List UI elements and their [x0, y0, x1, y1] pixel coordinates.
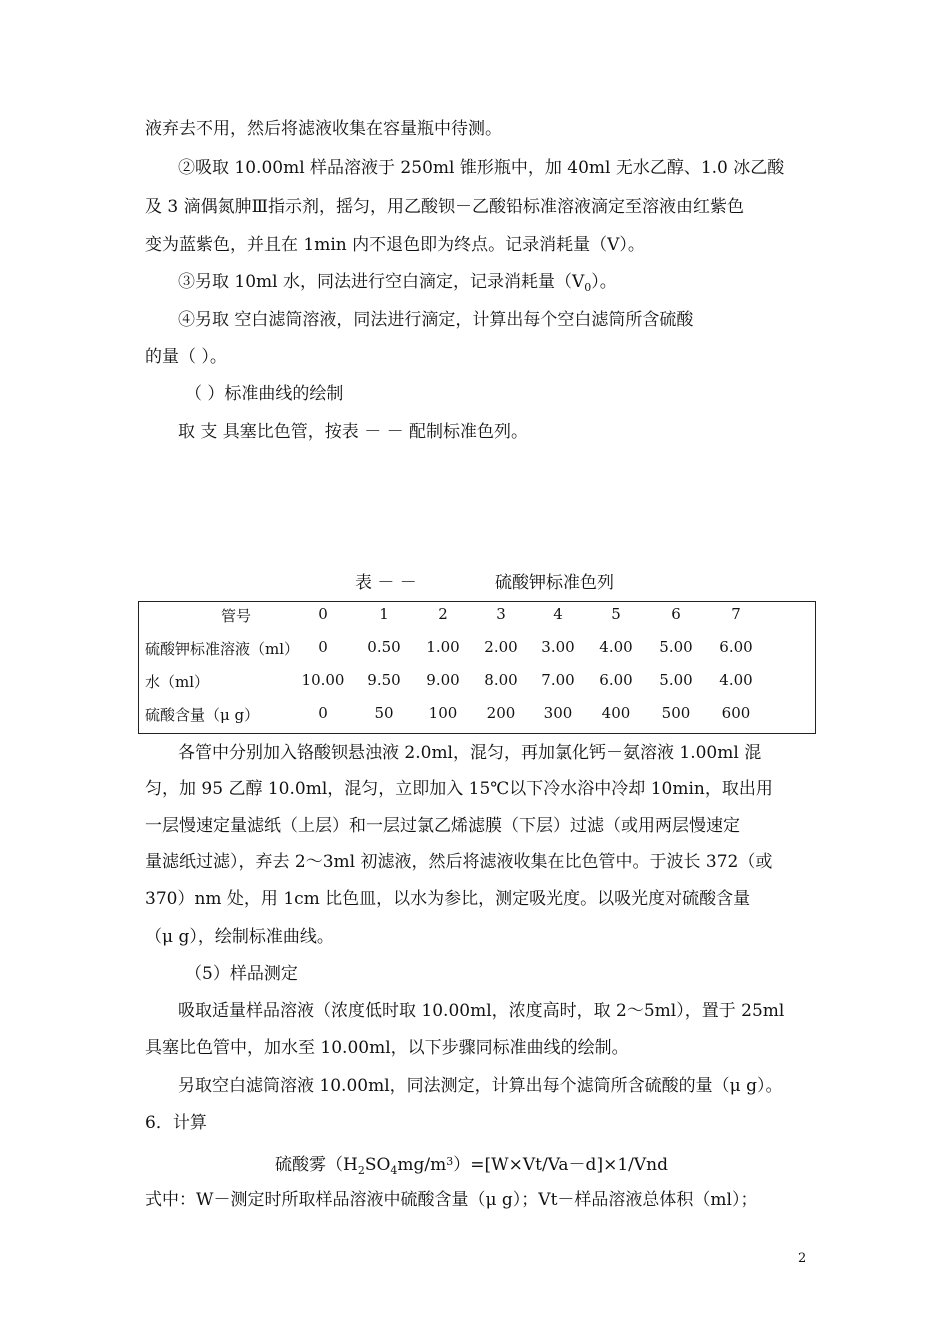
table-cell: 5.00: [659, 638, 693, 656]
table-header-cell: 7: [731, 605, 741, 623]
table-cell: 8.00: [484, 671, 518, 689]
table-cell: 600: [721, 704, 751, 722]
table-cell: 5.00: [659, 671, 693, 689]
paragraph-line: 匀，加 95 乙醇 10.0ml，混匀，立即加入 15℃以下冷水浴中冷却 10min，取出用: [145, 779, 773, 799]
paragraph-line: 的量（ ）。: [145, 347, 227, 367]
paragraph-line: 变为蓝紫色，并且在 1min 内不退色即为终点。记录消耗量（V）。: [145, 235, 645, 255]
table-cell: 0: [318, 704, 328, 722]
table-header-cell: 3: [496, 605, 506, 623]
paragraph-line: 及 3 滴偶氮胂Ⅲ指示剂，摇匀，用乙酸钡－乙酸铅标准溶液滴定至溶液由红紫色: [145, 197, 745, 217]
paragraph-line: ④另取 空白滤筒溶液，同法进行滴定，计算出每个空白滤筒所含硫酸: [178, 310, 694, 330]
table-cell: 500: [661, 704, 691, 722]
paragraph-line: 370）nm 处，用 1cm 比色皿，以水为参比，测定吸光度。以吸光度对硫酸含量: [145, 889, 751, 909]
paragraph-line: [178, 270, 617, 294]
standard-series-table: [138, 601, 816, 734]
paragraph-line: 一层慢速定量滤纸（上层）和一层过氯乙烯滤膜（下层）过滤（或用两层慢速定: [145, 816, 740, 836]
paragraph-line: 各管中分别加入铬酸钡悬浊液 2.0ml，混匀，再加氯化钙－氨溶液 1.00ml 混: [178, 743, 762, 763]
paragraph-line: 具塞比色管中，加水至 10.00ml，以下步骤同标准曲线的绘制。: [145, 1038, 629, 1058]
formula-text: SO: [364, 1155, 391, 1175]
paragraph-line: （μ g），绘制标准曲线。: [145, 927, 334, 947]
text-span: ）。: [591, 272, 617, 292]
table-cell: 3.00: [541, 638, 575, 656]
table-cell: 9.00: [426, 671, 460, 689]
table-cell: 300: [543, 704, 573, 722]
table-cell: 1.00: [426, 638, 460, 656]
table-row-label: 硫酸钾标准溶液（ml）: [145, 640, 300, 658]
paragraph-line: 另取空白滤筒溶液 10.00ml，同法测定，计算出每个滤筒所含硫酸的量（μ g）。: [178, 1076, 783, 1096]
paragraph-line: ②吸取 10.00ml 样品溶液于 250ml 锥形瓶中，加 40ml 无水乙醇、1.0 冰乙酸: [178, 158, 785, 178]
table-cell: 400: [601, 704, 631, 722]
table-header-cell: 4: [553, 605, 563, 623]
table-header-cell: 5: [611, 605, 621, 623]
table-cell: 0.50: [367, 638, 401, 656]
table-cell: 50: [374, 704, 394, 722]
subscript: 2: [357, 1164, 365, 1177]
paragraph-line: 式中：W－测定时所取样品溶液中硫酸含量（μ g）；Vt－样品溶液总体积（ml）；: [145, 1190, 758, 1210]
table-cell: 100: [428, 704, 458, 722]
table-cell: 7.00: [541, 671, 575, 689]
subscript: 4: [390, 1164, 398, 1177]
paragraph-line: 吸取适量样品溶液（浓度低时取 10.00ml，浓度高时，取 2～5ml），置于 25ml: [178, 1001, 785, 1021]
section-heading: 6．计算: [145, 1113, 207, 1133]
paragraph-line: 取 支 具塞比色管，按表 － － 配制标准色列。: [178, 422, 529, 442]
table-cell: 4.00: [719, 671, 753, 689]
table-cell: 4.00: [599, 638, 633, 656]
formula-text: ）=[W×Vt/Va－d]×1/Vnd: [453, 1155, 668, 1175]
page-number: 2: [798, 1251, 807, 1266]
table-cell: 6.00: [719, 638, 753, 656]
paragraph-line: 量滤纸过滤），弃去 2～3ml 初滤液，然后将滤液收集在比色管中。于波长 372（或: [145, 852, 773, 872]
table-caption-title: 硫酸钾标准色列: [495, 573, 614, 593]
formula: [275, 1150, 668, 1175]
paragraph-line: 液弃去不用，然后将滤液收集在容量瓶中待测。: [145, 119, 502, 139]
table-caption-number: 表 － －: [355, 573, 417, 593]
table-header-label: 管号: [221, 607, 252, 625]
table-cell: 2.00: [484, 638, 518, 656]
table-cell: 6.00: [599, 671, 633, 689]
table-cell: 9.50: [367, 671, 401, 689]
formula-text: 硫酸雾（H: [275, 1155, 358, 1175]
table-cell: 10.00: [301, 671, 345, 689]
section-heading: （5）样品测定: [185, 964, 298, 984]
table-row-label: 水（ml）: [145, 673, 210, 691]
section-heading: （ ）标准曲线的绘制: [185, 384, 344, 404]
table-row-label: 硫酸含量（μ g）: [145, 706, 260, 724]
table-header-cell: 6: [671, 605, 681, 623]
text-span: ③另取 10ml 水，同法进行空白滴定，记录消耗量（V: [178, 272, 585, 292]
table-header-cell: 1: [379, 605, 389, 623]
table-header-cell: 0: [318, 605, 328, 623]
table-cell: 200: [486, 704, 516, 722]
superscript: 3: [446, 1155, 454, 1168]
subscript: 0: [584, 281, 592, 294]
formula-text: mg/m: [397, 1155, 447, 1175]
table-cell: 0: [318, 638, 328, 656]
table-header-cell: 2: [438, 605, 448, 623]
